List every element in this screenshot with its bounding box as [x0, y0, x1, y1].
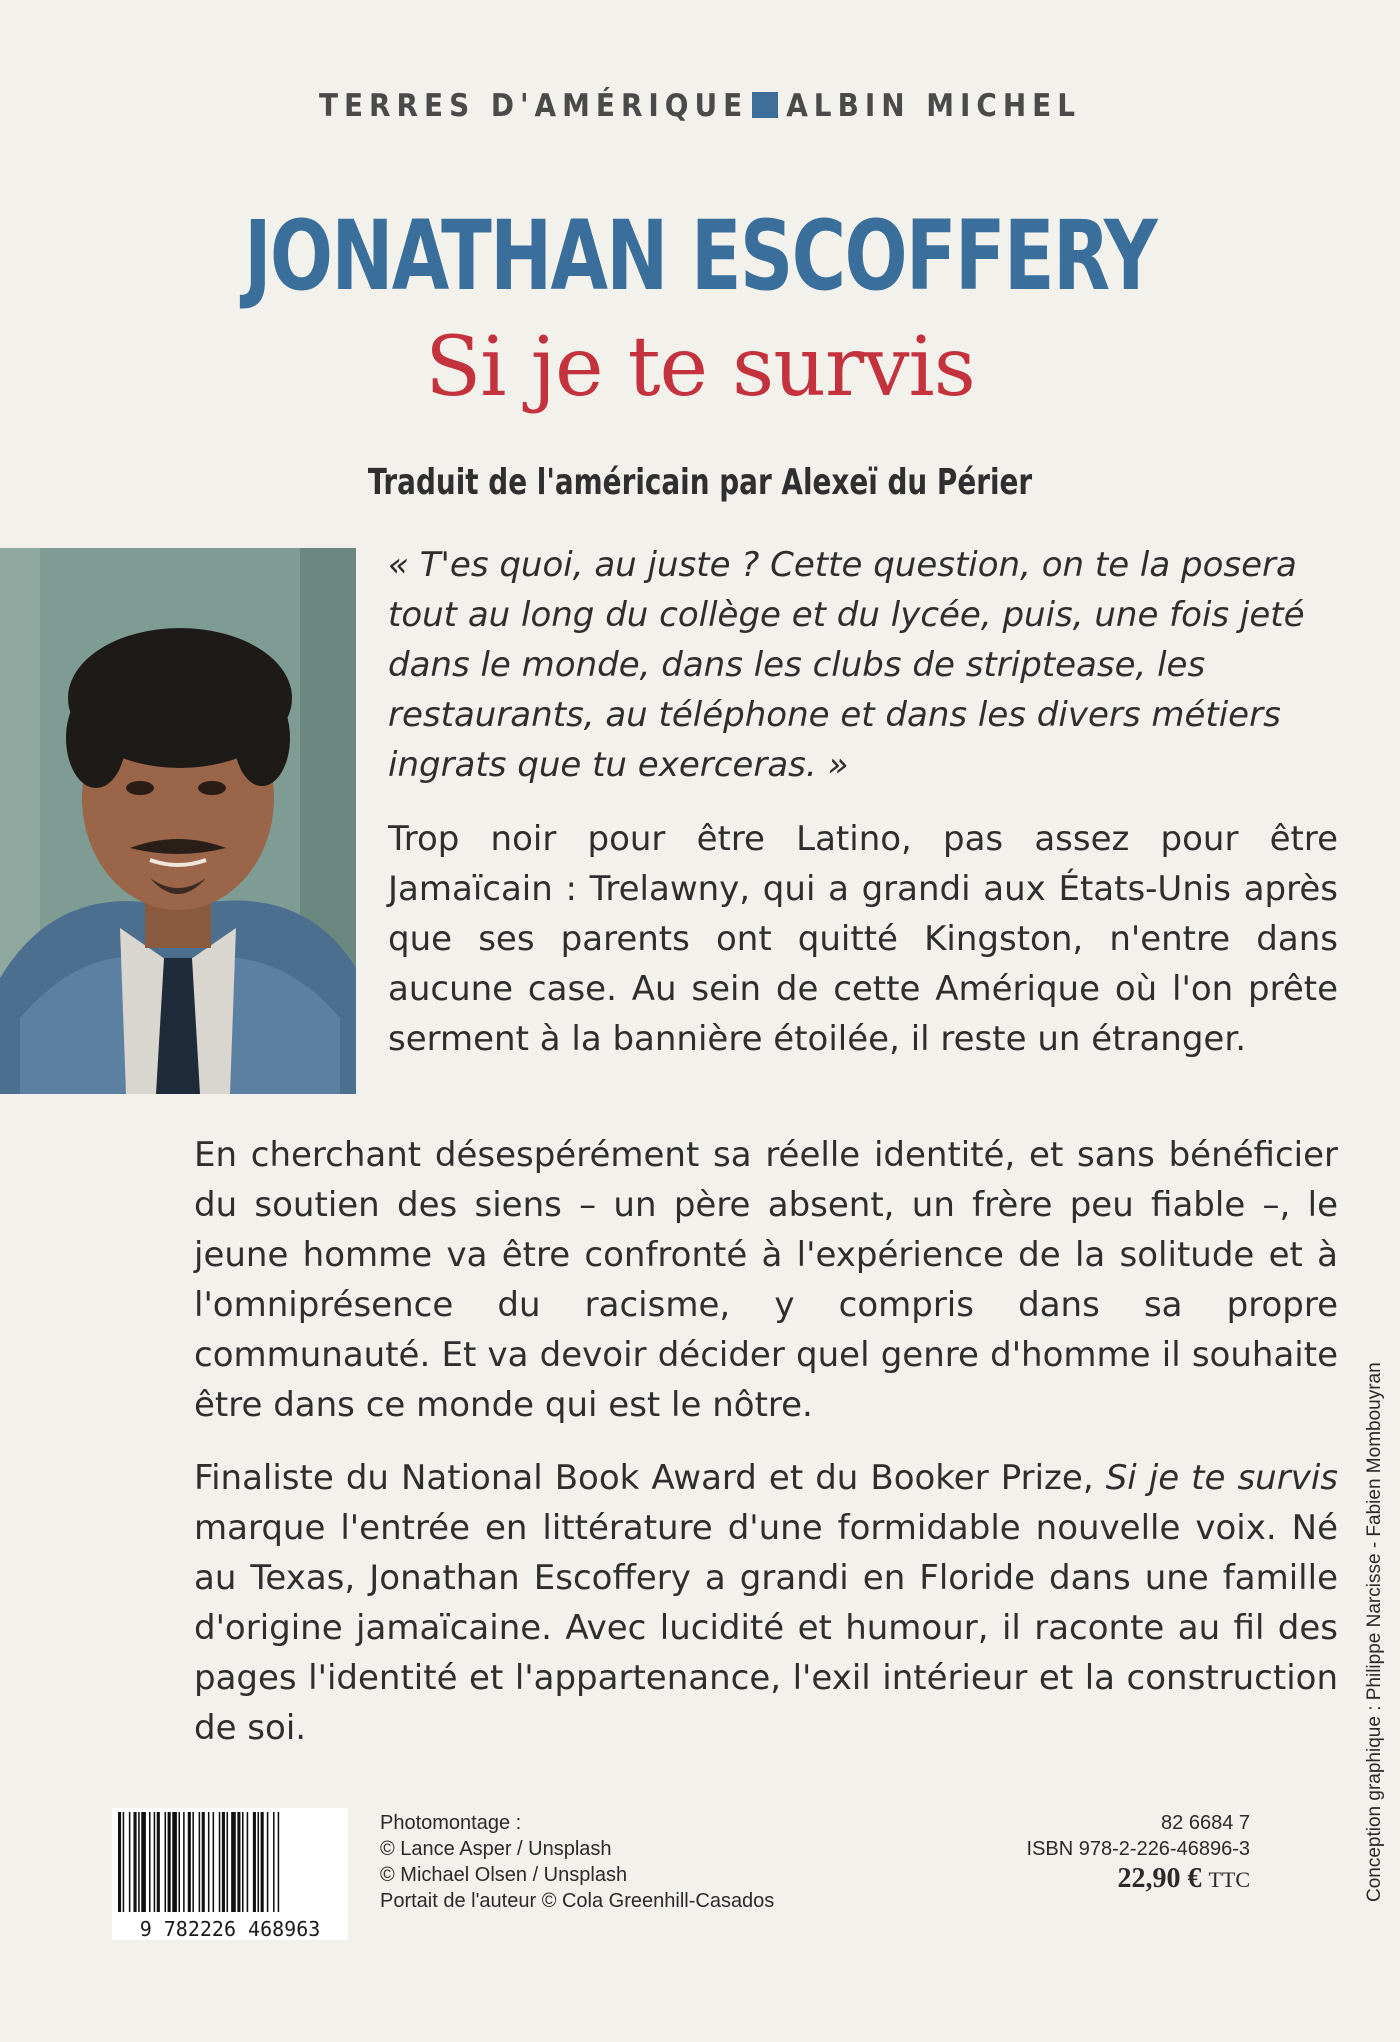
pricing-block [1027, 1810, 1250, 1893]
barcode-bar [199, 1812, 201, 1912]
barcode-bar [208, 1812, 210, 1912]
synopsis-paragraph-2: En cherchant désespérément sa réelle identité, et sans bénéficier du soutien des siens – un père absent, un frère peu fiable –, le jeune homme va être confronté à l'expérience de la solitude et à l'omniprésence du racisme, y compris dans sa propre communauté. Et va devoir décider quel genre d'homme il souhaite être dans ce monde qui est le nôtre. [194, 1135, 1338, 1425]
credit-line: Photomontage : [380, 1812, 522, 1834]
series-square-icon [752, 92, 778, 118]
barcode-bar [172, 1812, 177, 1912]
barcode-bar [165, 1812, 167, 1912]
barcode-bar [227, 1812, 229, 1912]
series-name: TERRES D'AMÉRIQUE [318, 88, 749, 124]
barcode-bar [168, 1812, 171, 1912]
price-suffix: TTC [1208, 1867, 1250, 1892]
credit-line: Portait de l'auteur © Cola Greenhill-Casados [380, 1890, 775, 1912]
barcode-bar [183, 1812, 185, 1912]
barcode-bar [149, 1812, 151, 1912]
barcode-bar [123, 1812, 125, 1912]
credit-line: © Michael Olsen / Unsplash [380, 1864, 628, 1886]
barcode-bar [202, 1812, 205, 1912]
barcode-bar [231, 1812, 236, 1912]
synopsis-paragraph-3 [194, 1453, 1338, 1753]
barcode-bar [253, 1812, 256, 1912]
author-name: JONATHAN ESCOFFERY [244, 200, 1156, 312]
series-header [0, 88, 1400, 124]
product-code: 82 6684 7 [1161, 1812, 1250, 1834]
barcode-bar [258, 1812, 260, 1912]
barcode-bar [237, 1812, 240, 1912]
credit-line: © Lance Asper / Unsplash [380, 1838, 612, 1860]
barcode-bar [267, 1812, 269, 1912]
translator-credit: Traduit de l'américain par Alexeï du Périer [367, 462, 1033, 503]
barcode-bars [118, 1812, 279, 1912]
barcode-bar [242, 1812, 244, 1912]
book-title: Si je te survis [425, 320, 975, 415]
author-portrait-illustration [0, 548, 356, 1094]
barcode-bar [213, 1812, 215, 1912]
paragraph3-title-italic: Si je te survis [1105, 1458, 1338, 1498]
barcode-bar [178, 1812, 180, 1912]
barcode-bar [219, 1812, 221, 1912]
design-credit: Conception graphique : Philippe Narcisse - Fabien Mombouyran [1364, 1362, 1385, 1902]
barcode-bar [278, 1812, 280, 1912]
barcode-digits: 9 782226 468963 [139, 1917, 321, 1940]
paragraph3-rest: marque l'entrée en littérature d'une formidable nouvelle voix. Né au Texas, Jonathan Escoffery a grandi en Floride dans une famille d'origine jamaïcaine. Avec lucidité et humour, il raconte au fil des pages l'identité et l'appartenance, l'exil intérieur et la construction de soi. [194, 1508, 1338, 1748]
photo-credits [380, 1810, 774, 1914]
author-portrait [0, 548, 356, 1094]
excerpt-quote: « T'es quoi, au juste ? Cette question, on te la posera tout au long du collège et du lycée, puis, une fois jeté dans le monde, dans les clubs de striptease, les restaurants, au téléphone et dans les divers métiers ingrats que tu exerceras. » [388, 545, 1305, 785]
barcode-bar [273, 1812, 275, 1912]
barcode-bar [154, 1812, 156, 1912]
synopsis-paragraph-1: Trop noir pour être Latino, pas assez pour être Jamaïcain : Trelawny, qui a grandi aux États-Unis après que ses parents ont quitté Kingston, n'entre dans aucune case. Au sein de cette Amérique où l'on prête serment à la bannière étoilée, il reste un étranger. [388, 819, 1338, 1059]
price-value: 22,90 € [1117, 1863, 1202, 1894]
isbn-barcode [112, 1808, 348, 1940]
barcode-bar [141, 1812, 146, 1912]
barcode-bar [138, 1812, 140, 1912]
barcode-bar [247, 1812, 249, 1912]
barcode-bar [134, 1812, 137, 1912]
publisher-name: ALBIN MICHEL [786, 88, 1082, 124]
barcode-bar [118, 1812, 121, 1912]
paragraph3-lead: Finaliste du National Book Award et du Booker Prize, [194, 1458, 1106, 1498]
price [1027, 1863, 1250, 1894]
barcode-bar [261, 1812, 264, 1912]
barcode-bar [157, 1812, 160, 1912]
isbn-number: ISBN 978-2-226-46896-3 [1026, 1838, 1250, 1860]
barcode-bar [188, 1812, 191, 1912]
barcode-bar [129, 1812, 131, 1912]
barcode-bar [222, 1812, 225, 1912]
barcode-bar [192, 1812, 194, 1912]
